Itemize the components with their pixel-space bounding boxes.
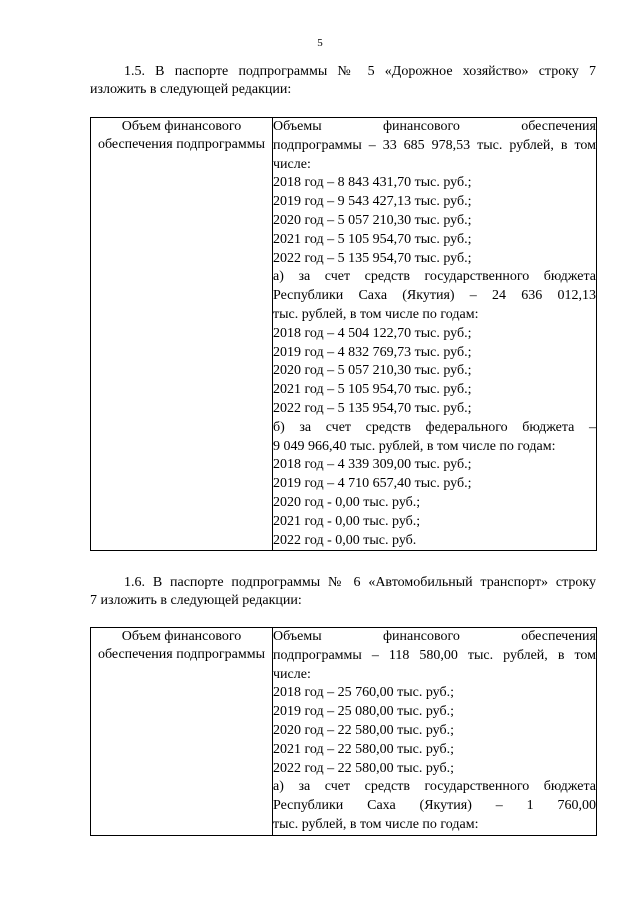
financing-line: а) за счет средств государственного бюджета [273, 269, 596, 285]
financing-lines [273, 628, 596, 835]
financing-line: 2022 год – 5 135 954,70 тыс. руб.; [273, 250, 472, 266]
financing-line: 2020 год - 0,00 тыс. руб.; [273, 494, 421, 510]
financing-line: 2018 год – 25 760,00 тыс. руб.; [273, 685, 454, 701]
financing-line: а) за счет средств государственного бюджета [273, 779, 596, 795]
financing-line: 2020 год – 22 580,00 тыс. руб.; [273, 722, 454, 738]
section-1-6-line-2: 7 изложить в следующей редакции: [90, 593, 302, 608]
financing-line: 9 049 966,40 тыс. рублей, в том числе по годам: [273, 438, 556, 454]
financing-line: 2018 год – 4 504 122,70 тыс. руб.; [273, 325, 472, 341]
financing-line: тыс. рублей, в том числе по годам: [273, 306, 479, 322]
financing-line: 2022 год - 0,00 тыс. руб. [273, 532, 417, 548]
financing-line: б) за счет средств федерального бюджета – [273, 419, 596, 435]
financing-line: 2019 год – 25 080,00 тыс. руб.; [273, 704, 454, 720]
financing-line: Объемы финансового обеспечения [273, 119, 596, 134]
section-1-6-paragraph [90, 574, 596, 610]
financing-line: Объемы финансового обеспечения [273, 629, 596, 644]
table-value-cell [273, 628, 597, 836]
financing-line: числе: [273, 666, 311, 682]
section-1-5-line-2: изложить в следующей редакции: [90, 82, 292, 97]
passport-table-subprogram-6 [90, 627, 597, 836]
page-number: 5 [317, 37, 323, 49]
financing-line: 2019 год – 9 543 427,13 тыс. руб.; [273, 194, 472, 210]
financing-line: 2021 год – 5 105 954,70 тыс. руб.; [273, 231, 472, 247]
financing-line: 2021 год - 0,00 тыс. руб.; [273, 513, 421, 529]
financing-line: Республики Саха (Якутия) – 1 760,00 [273, 798, 596, 814]
financing-line: 2018 год – 8 843 431,70 тыс. руб.; [273, 175, 472, 191]
financing-line: 2021 год – 22 580,00 тыс. руб.; [273, 741, 454, 757]
financing-line: подпрограммы – 118 580,00 тыс. рублей, в том [273, 647, 596, 663]
financing-line: 2020 год – 5 057 210,30 тыс. руб.; [273, 212, 472, 228]
financing-line: числе: [273, 156, 311, 172]
table-row [91, 628, 597, 836]
financing-line: 2020 год – 5 057 210,30 тыс. руб.; [273, 363, 472, 379]
financing-line: тыс. рублей, в том числе по годам: [273, 816, 479, 832]
financing-lines [273, 118, 596, 550]
financing-line: 2022 год – 22 580,00 тыс. руб.; [273, 760, 454, 776]
financing-line: 2018 год – 4 339 309,00 тыс. руб.; [273, 457, 472, 473]
table-label-cell: Объем финансового обеспечения подпрограммы [91, 628, 273, 836]
financing-line: подпрограммы – 33 685 978,53 тыс. рублей, в том [273, 137, 596, 153]
financing-line: 2019 год – 4 832 769,73 тыс. руб.; [273, 344, 472, 360]
section-1-6-line-1: 1.6. В паспорте подпрограммы № 6 «Автомобильный транспорт» строку [124, 575, 596, 590]
table-row [91, 118, 597, 551]
table-value-cell [273, 118, 597, 551]
financing-line: Республики Саха (Якутия) – 24 636 012,13 [273, 288, 596, 304]
financing-line: 2021 год – 5 105 954,70 тыс. руб.; [273, 382, 472, 398]
financing-line: 2019 год – 4 710 657,40 тыс. руб.; [273, 476, 472, 492]
passport-table-subprogram-5 [90, 117, 597, 551]
section-1-5-line-1: 1.5. В паспорте подпрограммы № 5 «Дорожное хозяйство» строку 7 [124, 64, 596, 79]
table-label-cell: Объем финансового обеспечения подпрограммы [91, 118, 273, 551]
financing-line: 2022 год – 5 135 954,70 тыс. руб.; [273, 400, 472, 416]
section-1-5-paragraph [90, 63, 596, 99]
